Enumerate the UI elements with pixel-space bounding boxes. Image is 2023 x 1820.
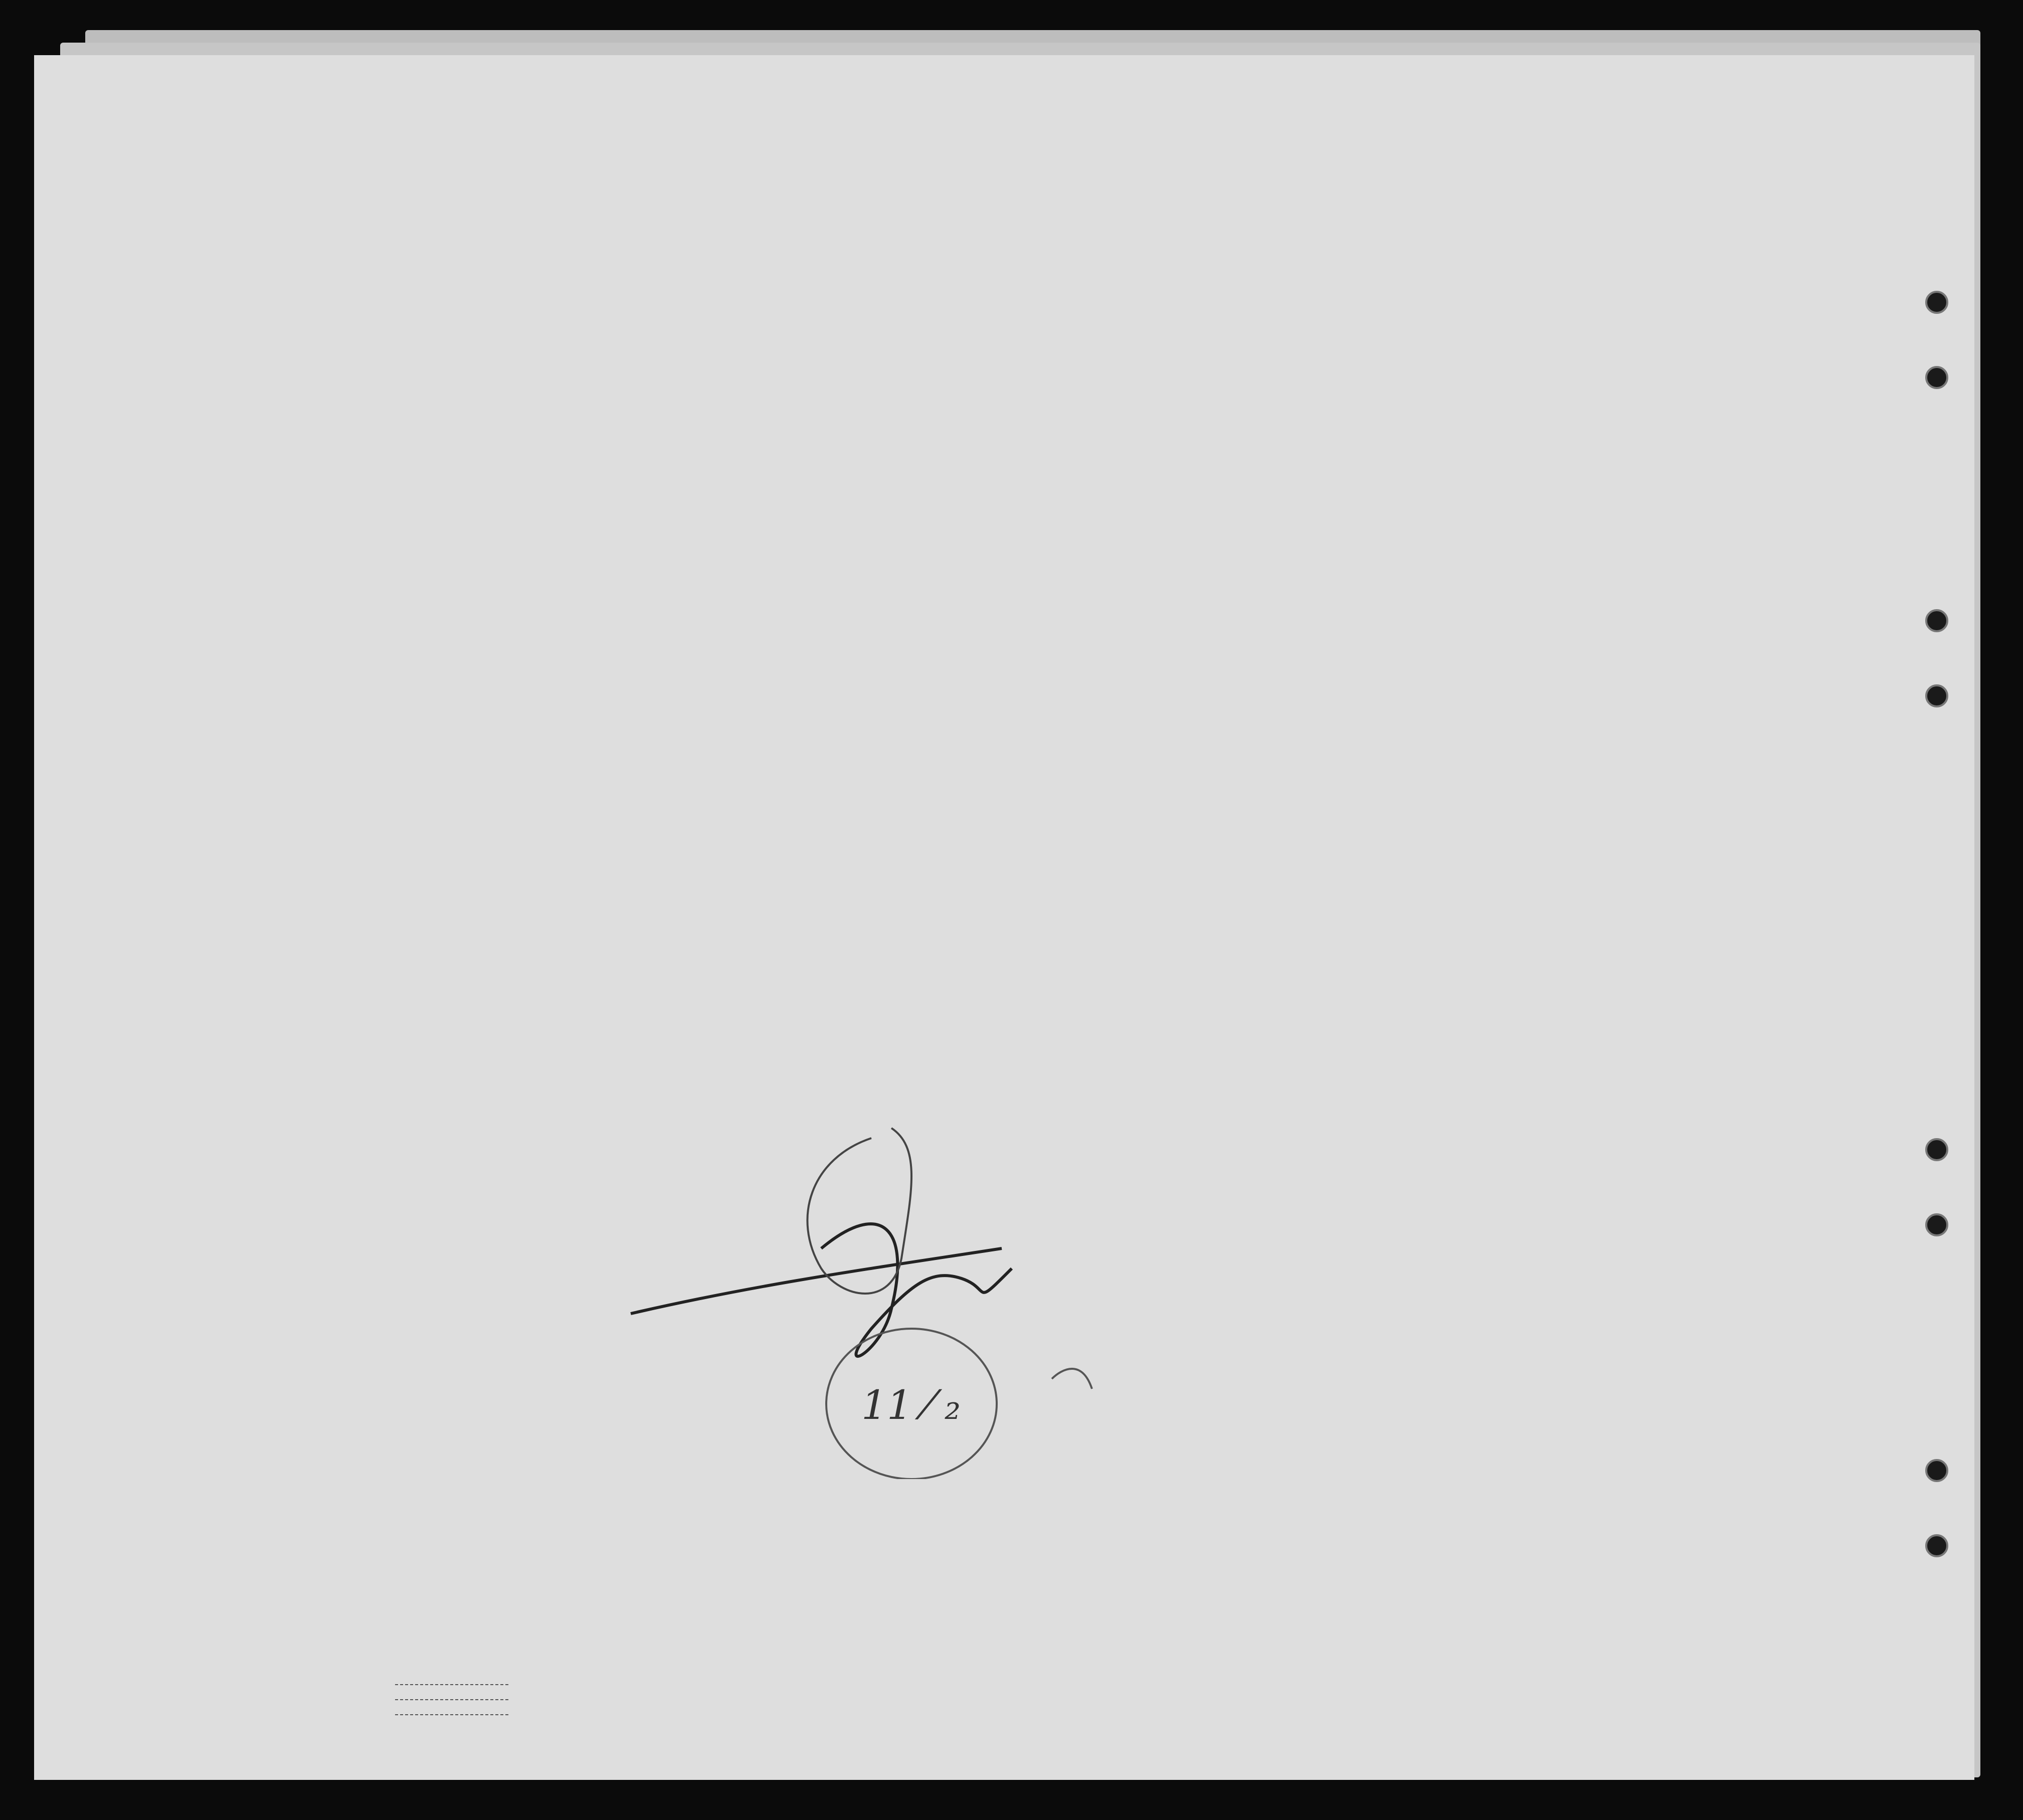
footer-lines — [395, 1680, 515, 1720]
binder-hole — [1925, 1213, 1948, 1236]
binder-hole — [1925, 366, 1948, 389]
binder-hole — [1925, 1459, 1948, 1482]
binder-hole — [1925, 609, 1948, 632]
binder-hole — [1925, 1138, 1948, 1161]
binder-hole — [1925, 291, 1948, 314]
inspector-signature — [611, 1118, 1187, 1479]
manifest-grid — [34, 55, 1974, 1780]
svg-text:11 ⁄ ₂: 11 ⁄ ₂ — [861, 1382, 961, 1428]
manifest-sheet — [34, 55, 1974, 1780]
binder-hole — [1925, 1534, 1948, 1557]
binder-hole — [1925, 684, 1948, 707]
